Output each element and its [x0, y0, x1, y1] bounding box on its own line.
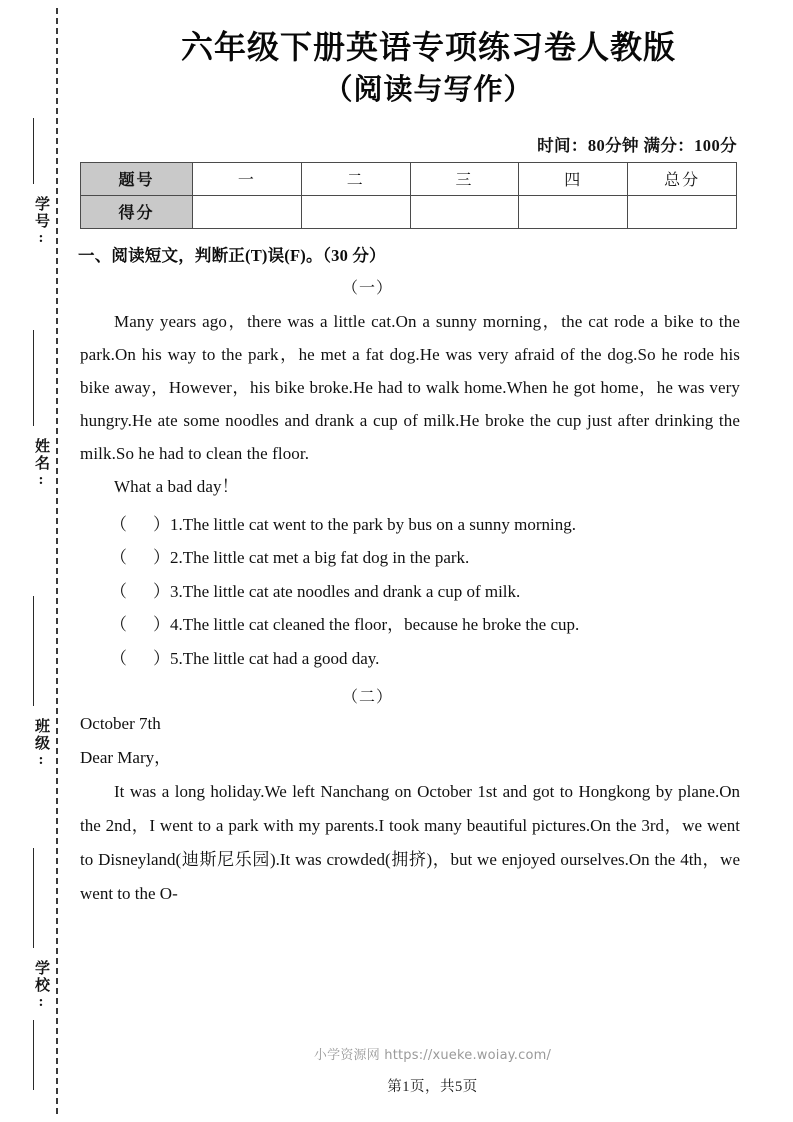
column-header-2: 二	[301, 162, 410, 195]
column-header-1: 一	[193, 162, 302, 195]
score-cell-1[interactable]	[193, 195, 302, 228]
answer-blank-2[interactable]: （ ）	[110, 548, 170, 568]
page-footer	[72, 1044, 793, 1096]
true-false-question-list	[80, 508, 793, 676]
list-item	[80, 541, 793, 575]
score-table	[80, 162, 737, 229]
score-cell-4[interactable]	[519, 195, 628, 228]
question-text-5: 5.The little cat had a good day.	[170, 648, 380, 668]
column-header-3: 三	[410, 162, 519, 195]
exam-duration-and-total-score: 时间：80分钟 满分：100分	[537, 135, 737, 155]
question-text-1: 1.The little cat went to the park by bus on a sunny morning.	[170, 514, 577, 534]
reading-passage-paragraph-1: Many years ago，there was a little cat.On a sunny morning，the cat rode a bike to the park.On his way to the park，he met a fat dog.He was very afraid of the dog.So he rode his bike away，However，his bike broke.He had to walk home.When he got home，he was very hungry.He ate some noodles and drank a cup of milk.He broke the cup just after drinking the milk.So he had to clean the floor.	[80, 311, 740, 463]
page-number: 第1页，共5页	[387, 1079, 478, 1095]
row-header-score: 得分	[81, 195, 193, 228]
page-title: 六年级下册英语专项练习卷人教版	[180, 29, 676, 65]
dashed-fold-line	[56, 8, 58, 1114]
section-heading-one: 一、阅读短文，判断正(T)误(F)。（30 分）	[78, 245, 386, 265]
question-text-3: 3.The little cat ate noodles and drank a cup of milk.	[170, 581, 521, 601]
margin-divider-5	[33, 1020, 34, 1090]
score-cell-total[interactable]	[628, 195, 737, 228]
letter-salutation: Dear Mary，	[80, 748, 172, 768]
reading-passage-paragraph-2: What a bad day！	[114, 476, 239, 496]
margin-label-4: 学校:	[33, 960, 49, 1012]
answer-blank-3[interactable]: （ ）	[110, 581, 170, 601]
row-header-question-number: 题号	[81, 162, 193, 195]
table-row-scores	[81, 195, 737, 228]
margin-divider-1	[33, 118, 34, 184]
margin-label-2: 姓名:	[33, 438, 49, 490]
list-item	[80, 642, 793, 676]
page-content	[72, 0, 793, 1122]
score-table-body	[81, 162, 737, 228]
binding-margin	[0, 0, 72, 1122]
column-header-4: 四	[519, 162, 628, 195]
letter-date: October 7th	[80, 714, 161, 734]
part-marker-a: （一）	[341, 279, 393, 297]
answer-blank-1[interactable]: （ ）	[110, 514, 170, 534]
answer-blank-4[interactable]: （ ）	[110, 615, 170, 635]
question-text-2: 2.The little cat met a big fat dog in the park.	[170, 548, 470, 568]
score-cell-3[interactable]	[410, 195, 519, 228]
column-header-total: 总分	[628, 162, 737, 195]
margin-divider-3	[33, 596, 34, 706]
margin-divider-4	[33, 848, 34, 948]
answer-blank-5[interactable]: （ ）	[110, 648, 170, 668]
list-item	[80, 508, 793, 542]
margin-divider-2	[33, 330, 34, 426]
question-text-4: 4.The little cat cleaned the floor，because he broke the cup.	[170, 615, 580, 635]
margin-label-1: 学号:	[33, 196, 49, 248]
site-watermark: 小学资源网 https://xueke.woiay.com/	[313, 1048, 552, 1063]
part-marker-b: （二）	[341, 689, 393, 707]
score-cell-2[interactable]	[301, 195, 410, 228]
list-item	[80, 575, 793, 609]
page-subtitle: （阅读与写作）	[323, 74, 534, 107]
table-row-question-numbers	[81, 162, 737, 195]
letter-body-paragraph: It was a long holiday.We left Nanchang on October 1st and got to Hongkong by plane.On the 2nd，I went to a park with my parents.I took many beautiful pictures.On the 3rd，we went to Disneyland(迪斯尼乐园).It was crowded(拥挤)，but we enjoyed ourselves.On the 4th，we went to the O-	[80, 782, 740, 904]
list-item	[80, 608, 793, 642]
margin-label-3: 班级:	[33, 718, 49, 770]
